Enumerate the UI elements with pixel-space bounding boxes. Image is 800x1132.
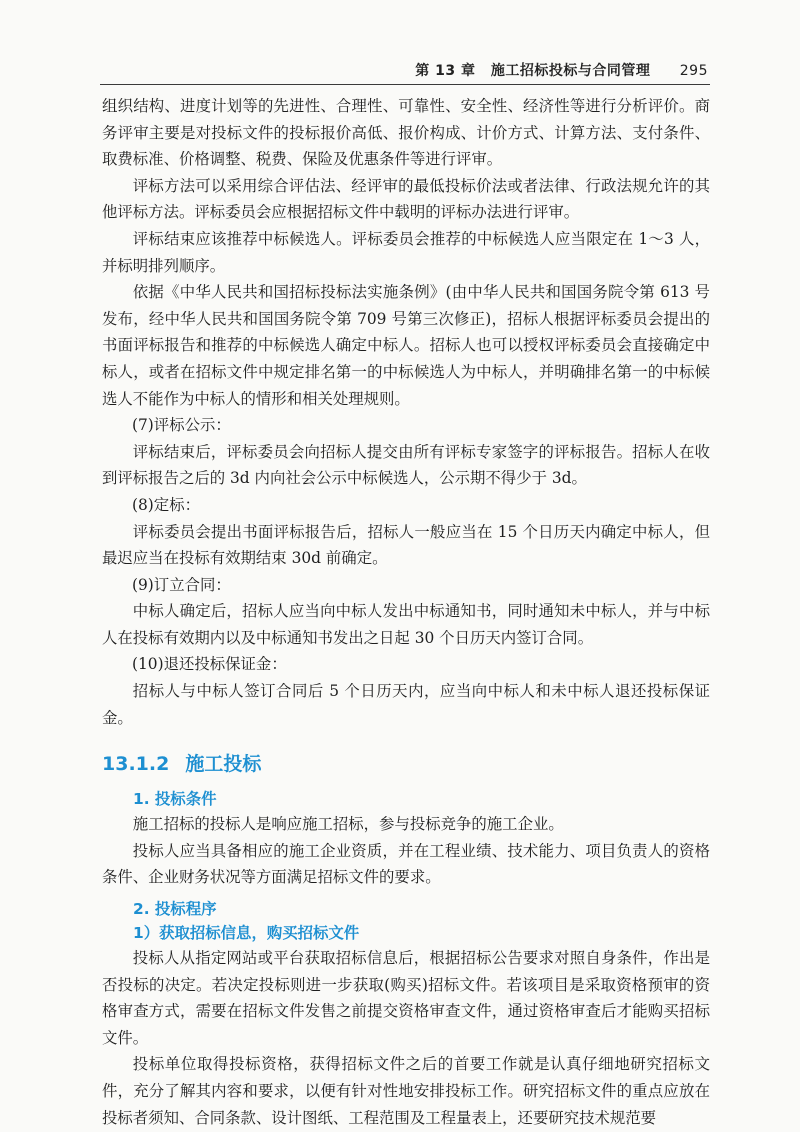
subsection-heading-conditions: 1. 投标条件 [133,790,217,809]
paragraph-regulation: 依据《中华人民共和国招标投标法实施条例》(由中华人民共和国国务院令第 613 号发布，经中华人民共和国国务院令第 709 号第三次修正)，招标人根据评标委员会提出的书面评标报告和推荐的中标候选人确定中标人。招标人也可以授权评标委员会直接确定中标人，或者在招标文件中规定排名第一的中标候选人为中标人，并明确排名第一的中标候选人不能作为中标人的情形和相关处理规则。 [102,283,710,408]
paragraph-publicity: 评标结束后，评标委员会向招标人提交由所有评标专家签字的评标报告。招标人在收到评标报告之后的 3d 内向社会公示中标候选人，公示期不得少于 3d。 [102,442,710,488]
section-number: 13.1.2 [102,753,170,776]
paragraph-award: 评标委员会提出书面评标报告后，招标人一般应当在 15 个日历天内确定中标人，但最迟应当在投标有效期结束 30d 前确定。 [102,522,710,568]
list-item-heading: (10)退还投标保证金： [132,655,287,674]
section-heading [102,751,710,777]
paragraph-continued: 组织结构、进度计划等的先进性、合理性、可靠性、安全性、经济性等进行分析评价。商务评审主要是对投标文件的投标报价高低、报价构成、计价方式、计算方法、支付条件、取费标准、价格调整、税费、保险及优惠条件等进行评审。 [102,97,710,169]
paragraph-candidates: 评标结束应该推荐中标候选人。评标委员会推荐的中标候选人应当限定在 1～3 人，并标明排列顺序。 [102,229,710,275]
header-divider [100,84,710,85]
subsection-heading-procedure: 2. 投标程序 [133,900,217,919]
list-item-heading: (8)定标： [132,495,200,514]
page-body [102,93,710,1131]
paragraph-contract: 中标人确定后，招标人应当向中标人发出中标通知书，同时通知未中标人，并与中标人在投标有效期内以及中标通知书发出之日起 30 个日历天内签订合同。 [102,602,710,647]
list-item-heading: (7)评标公示： [132,416,231,435]
paragraph-bidder-definition: 施工招标的投标人是响应施工招标，参与投标竞争的施工企业。 [132,815,564,834]
chapter-title: 施工招标投标与合同管理 [490,63,651,79]
list-item-heading: (9)订立合同： [132,575,231,594]
running-head [415,60,708,80]
paragraph-bidder-qualifications: 投标人应当具备相应的施工企业资质，并在工程业绩、技术能力、项目负责人的资格条件、企业财务状况等方面满足招标文件的要求。 [102,841,710,887]
section-title: 施工投标 [185,753,262,776]
paragraph-obtain-info: 投标人从指定网站或平台获取招标信息后，根据招标公告要求对照自身条件，作出是否投标的决定。若决定投标则进一步获取(购买)招标文件。若该项目是采取资格预审的资格审查方式，需要在招标文件发售之前提交资格审查文件，通过资格审查后才能购买招标文件。 [102,949,710,1047]
page-header [0,0,800,84]
step-heading-obtain-documents: 1）获取招标信息，购买招标文件 [133,924,360,943]
chapter-label: 第 13 章 [415,63,476,79]
page-number: 295 [679,63,708,79]
paragraph-bond-refund: 招标人与中标人签订合同后 5 个日历天内，应当向中标人和未中标人退还投标保证金。 [102,682,710,727]
paragraph-study-documents: 投标单位取得投标资格，获得招标文件之后的首要工作就是认真仔细地研究招标文件，充分了解其内容和要求，以便有针对性地安排投标工作。研究招标文件的重点应放在投标者须知、合同条款、设计图纸、工程范围及工程量表上，还要研究技术规范要 [102,1055,710,1127]
paragraph-evaluation-methods: 评标方法可以采用综合评估法、经评审的最低投标价法或者法律、行政法规允许的其他评标方法。评标委员会应根据招标文件中载明的评标办法进行评审。 [102,176,710,222]
